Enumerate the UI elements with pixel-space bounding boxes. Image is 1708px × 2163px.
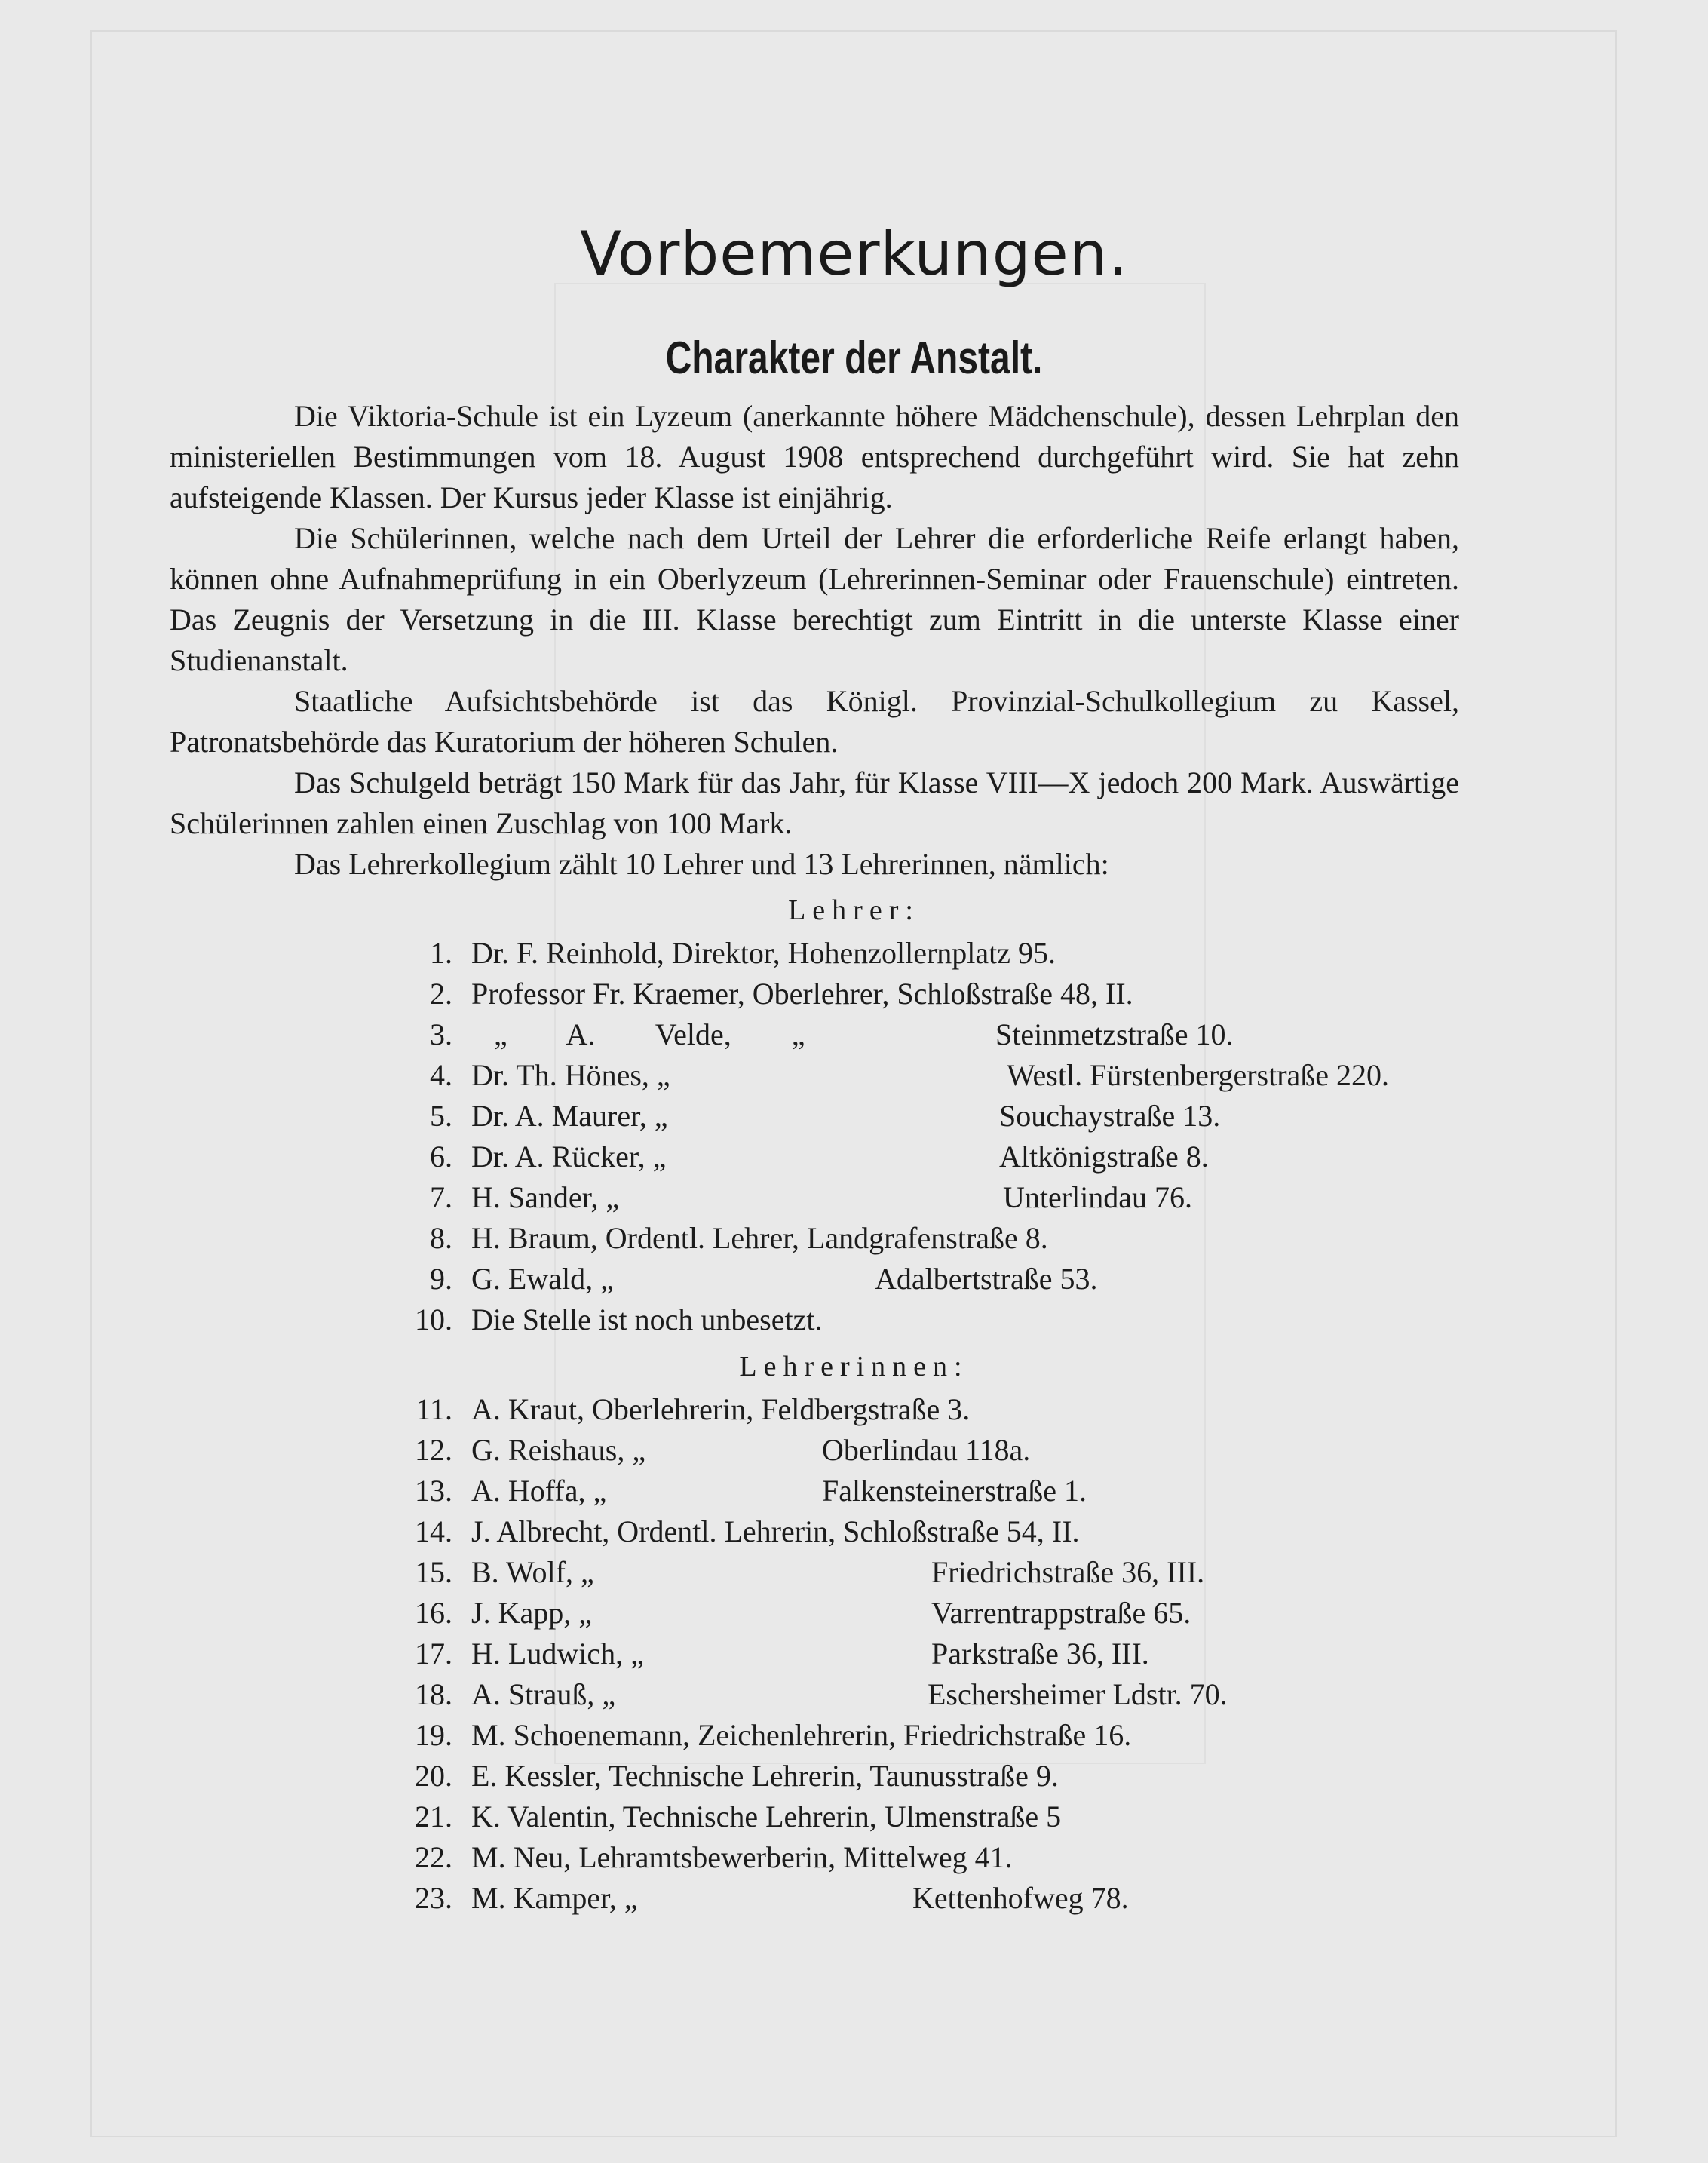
entry-number: 19. xyxy=(415,1718,452,1752)
entry-number: 18. xyxy=(415,1677,452,1711)
female-teachers-heading: Lehrerinnen: xyxy=(739,1351,969,1382)
entry-address: Steinmetzstraße 10. xyxy=(995,1017,1234,1051)
entry-text: E. Kessler, Technische Lehrerin, Taunusstraße 9. xyxy=(471,1759,1059,1793)
entry-text: H. Sander, „ xyxy=(471,1180,620,1214)
entry-number: 20. xyxy=(415,1759,452,1793)
entry-text: B. Wolf, „ xyxy=(471,1555,594,1589)
entry-text: H. Ludwich, „ xyxy=(471,1637,644,1671)
entry-address: Varrentrappstraße 65. xyxy=(931,1596,1191,1630)
entry-number: 10. xyxy=(415,1302,452,1336)
entry-address: Adalbertstraße 53. xyxy=(875,1262,1098,1296)
entry-number: 6. xyxy=(430,1140,452,1174)
entry-text: Dr. F. Reinhold, Direktor, Hohenzollernplatz 95. xyxy=(471,936,1056,970)
entry-text: M. Kamper, „ xyxy=(471,1881,638,1915)
entry-number: 11. xyxy=(416,1392,452,1426)
entry-number: 23. xyxy=(415,1881,452,1915)
entry-address: Kettenhofweg 78. xyxy=(912,1881,1129,1915)
entry-number: 13. xyxy=(415,1474,452,1508)
entry-text: „ A. Velde, „ xyxy=(494,1017,805,1051)
entry-address: Parkstraße 36, III. xyxy=(931,1637,1149,1671)
entry-address: Souchaystraße 13. xyxy=(999,1099,1221,1133)
entry-number: 14. xyxy=(415,1514,452,1548)
entry-text: G. Reishaus, „ xyxy=(471,1433,646,1467)
entry-number: 5. xyxy=(430,1099,452,1133)
entry-address: Friedrichstraße 36, III. xyxy=(931,1555,1205,1589)
entry-address: Eschersheimer Ldstr. 70. xyxy=(928,1677,1228,1711)
section-heading: Charakter der Anstalt. xyxy=(665,333,1043,383)
entry-text: K. Valentin, Technische Lehrerin, Ulmenstraße 5 xyxy=(471,1799,1062,1833)
page-title: Vorbemerkungen. xyxy=(580,219,1128,289)
paragraph: Die Schülerinnen, welche nach dem Urteil der Lehrer die erforderliche Reife erlangt haben, können ohne Aufnahmeprüfung in ein Oberlyzeum (Lehrerinnen-Seminar oder Frauenschule) eintreten. Das Zeugnis der Versetzung in die III. Klasse berechtigt zum Eintritt in die unterste Klasse einer Studienanstalt. xyxy=(170,521,1459,677)
entry-text: Dr. Th. Hönes, „ xyxy=(471,1058,670,1092)
entry-number: 9. xyxy=(430,1262,452,1296)
entry-address: Falkensteinerstraße 1. xyxy=(822,1474,1087,1508)
entry-address: Unterlindau 76. xyxy=(1003,1180,1193,1214)
entry-number: 2. xyxy=(430,977,452,1011)
entry-text: Die Stelle ist noch unbesetzt. xyxy=(471,1302,823,1336)
entry-text: J. Kapp, „ xyxy=(471,1596,592,1630)
entry-number: 22. xyxy=(415,1840,452,1874)
entry-text: M. Neu, Lehramtsbewerberin, Mittelweg 41. xyxy=(471,1840,1013,1874)
entry-text: H. Braum, Ordentl. Lehrer, Landgrafenstraße 8. xyxy=(471,1221,1048,1255)
entry-address: Altkönigstraße 8. xyxy=(999,1140,1209,1174)
entry-number: 15. xyxy=(415,1555,452,1589)
entry-text: A. Kraut, Oberlehrerin, Feldbergstraße 3. xyxy=(471,1392,971,1426)
entry-number: 7. xyxy=(430,1180,452,1214)
entry-address: Westl. Fürstenbergerstraße 220. xyxy=(1007,1058,1390,1092)
entry-text: Dr. A. Rücker, „ xyxy=(471,1140,667,1174)
paragraph: Die Viktoria-Schule ist ein Lyzeum (anerkannte höhere Mädchenschule), dessen Lehrplan den ministeriellen Bestimmungen vom 18. August 1908 entsprechend durchgeführt wird. Sie hat zehn aufsteigende Klassen. Der Kursus jeder Klasse ist einjährig. xyxy=(170,399,1459,514)
paragraph: Das Schulgeld beträgt 150 Mark für das Jahr, für Klasse VIII—X jedoch 200 Mark. Auswärtige Schülerinnen zahlen einen Zuschlag von 100 Mark. xyxy=(170,765,1459,840)
entry-number: 12. xyxy=(415,1433,452,1467)
entry-text: Professor Fr. Kraemer, Oberlehrer, Schloßstraße 48, II. xyxy=(471,977,1133,1011)
entry-address: Oberlindau 118a. xyxy=(822,1433,1031,1467)
entry-text: G. Ewald, „ xyxy=(471,1262,614,1296)
teachers-heading: Lehrer: xyxy=(788,894,920,926)
entry-number: 16. xyxy=(415,1596,452,1630)
entry-text: Dr. A. Maurer, „ xyxy=(471,1099,668,1133)
entry-number: 21. xyxy=(415,1799,452,1833)
entry-number: 3. xyxy=(430,1017,452,1051)
entry-number: 8. xyxy=(430,1221,452,1255)
entry-text: J. Albrecht, Ordentl. Lehrerin, Schloßstraße 54, II. xyxy=(471,1514,1080,1548)
entry-number: 1. xyxy=(430,936,452,970)
entry-text: A. Hoffa, „ xyxy=(471,1474,607,1508)
paragraph: Staatliche Aufsichtsbehörde ist das Königl. Provinzial-Schulkollegium zu Kassel, Patronatsbehörde das Kuratorium der höheren Schulen. xyxy=(170,684,1459,759)
entry-number: 4. xyxy=(430,1058,452,1092)
entry-text: A. Strauß, „ xyxy=(471,1677,616,1711)
intro-text xyxy=(170,396,1459,885)
entry-text: M. Schoenemann, Zeichenlehrerin, Friedrichstraße 16. xyxy=(471,1718,1132,1752)
paragraph: Das Lehrerkollegium zählt 10 Lehrer und 13 Lehrerinnen, nämlich: xyxy=(294,847,1109,881)
entry-number: 17. xyxy=(415,1637,452,1671)
